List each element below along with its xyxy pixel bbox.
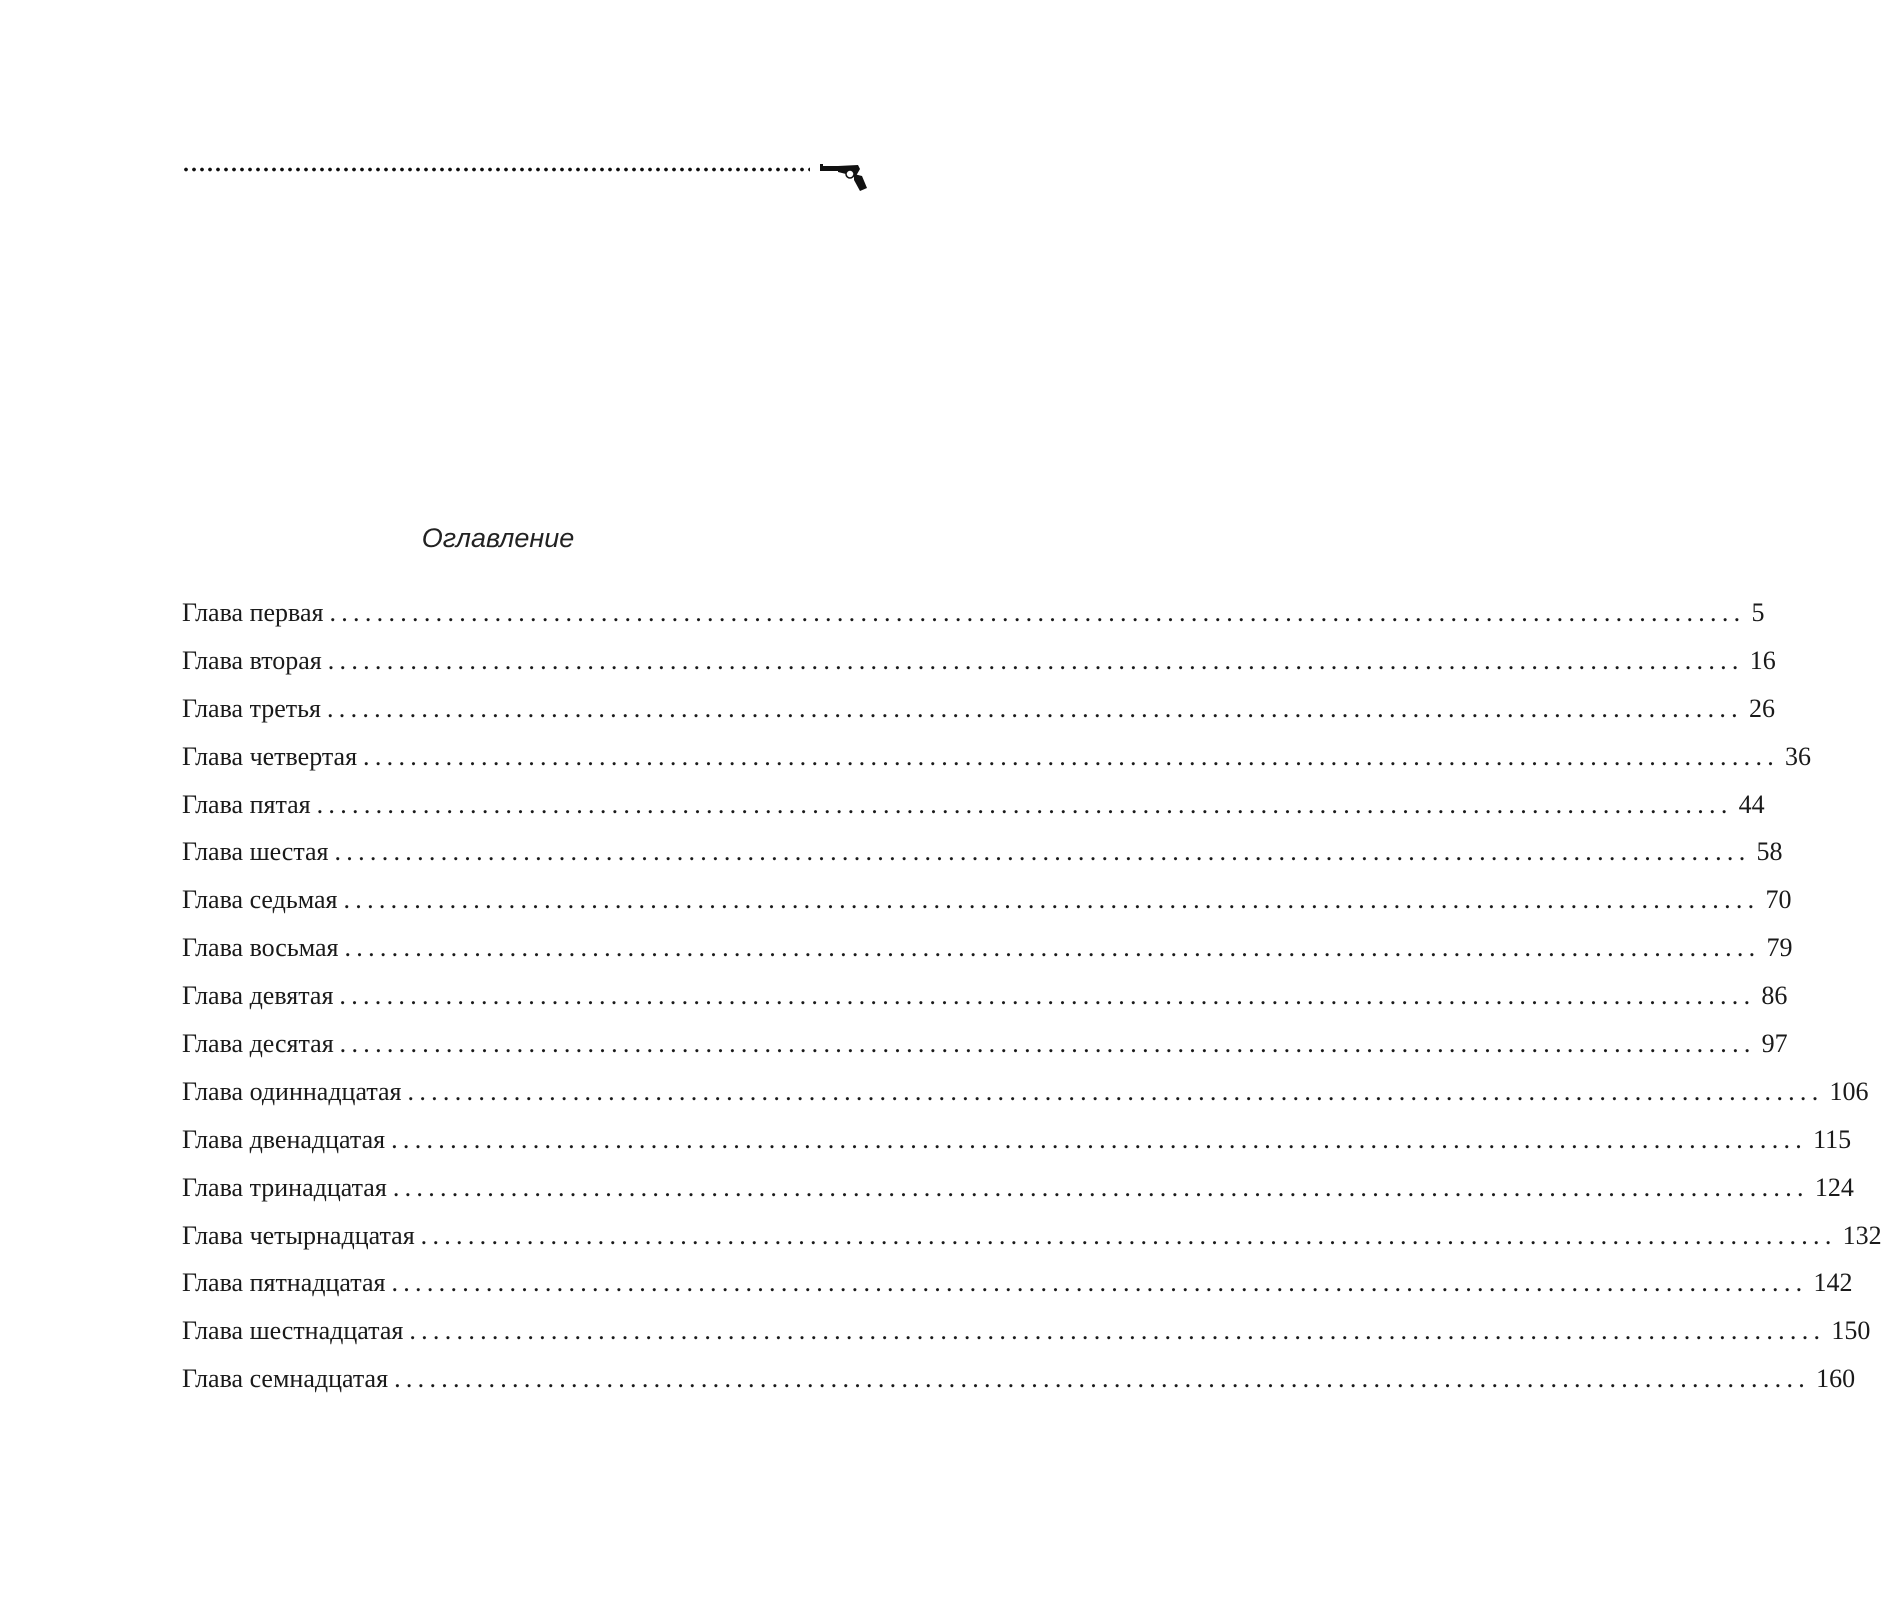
dot-leader: ........................................................................................................................ (329, 598, 1746, 627)
chapter-title: Глава пятнадцатая (182, 1268, 386, 1298)
chapter-title: Глава восьмая (182, 933, 339, 963)
dot-leader: ........................................................................................................................ (334, 837, 1751, 867)
header-dotted-rule (182, 167, 810, 172)
page-number: 132 (1842, 1220, 1882, 1250)
page-number: 5 (1751, 598, 1765, 627)
toc-entry[interactable] (182, 1072, 1869, 1120)
dot-leader: ........................................................................................................................ (420, 1220, 1837, 1250)
toc-entry[interactable] (182, 832, 1783, 880)
page-number: 36 (1785, 741, 1812, 771)
toc-entry[interactable] (182, 1263, 1853, 1311)
chapter-title: Глава пятая (182, 789, 311, 819)
chapter-title: Глава шестнадцатая (182, 1316, 404, 1346)
page-number: 160 (1816, 1364, 1856, 1394)
chapter-title: Глава одиннадцатая (182, 1076, 402, 1106)
dot-leader: ........................................................................................................................ (327, 645, 1744, 675)
page-number: 86 (1761, 981, 1788, 1011)
toc-entry[interactable] (182, 1359, 1856, 1407)
toc-entry[interactable] (182, 880, 1792, 928)
page-number: 97 (1761, 1029, 1788, 1059)
toc-entry[interactable] (182, 641, 1776, 689)
dot-leader: ........................................................................................................................ (339, 981, 1756, 1011)
page-number: 115 (1813, 1124, 1852, 1154)
page-number: 70 (1765, 885, 1792, 915)
chapter-title: Глава четырнадцатая (182, 1220, 415, 1250)
dot-leader: ........................................................................................................................ (339, 1029, 1756, 1059)
toc-entry[interactable] (182, 1168, 1854, 1216)
chapter-title: Глава семнадцатая (182, 1364, 389, 1394)
page-number: 106 (1829, 1076, 1869, 1106)
toc-entry[interactable] (182, 1216, 1882, 1264)
chapter-title: Глава тринадцатая (182, 1172, 387, 1202)
chapter-title: Глава шестая (182, 837, 329, 867)
dot-leader: ........................................................................................................................ (407, 1076, 1824, 1106)
page-number: 79 (1766, 933, 1793, 963)
dot-leader: ........................................................................................................................ (409, 1316, 1826, 1346)
chapter-title: Глава четвертая (182, 741, 358, 771)
page-number: 142 (1813, 1268, 1853, 1298)
chapter-title: Глава первая (182, 598, 324, 627)
chapter-title: Глава седьмая (182, 885, 338, 915)
page-number: 44 (1738, 789, 1765, 819)
dot-leader: ........................................................................................................................ (316, 789, 1733, 819)
toc-entry[interactable] (182, 1311, 1871, 1359)
toc-entry[interactable] (182, 1024, 1788, 1072)
toc-entry[interactable] (182, 737, 1812, 785)
toc-entry[interactable] (182, 1120, 1852, 1168)
table-of-contents (182, 593, 1882, 1407)
dot-leader: ........................................................................................................................ (344, 933, 1761, 963)
chapter-title: Глава вторая (182, 645, 322, 675)
dot-leader: ........................................................................................................................ (391, 1268, 1808, 1298)
toc-entry[interactable] (182, 689, 1775, 737)
chapter-title: Глава третья (182, 693, 321, 723)
toc-entry[interactable] (182, 928, 1793, 976)
toc-entry[interactable] (182, 976, 1788, 1024)
page-number: 16 (1749, 645, 1776, 675)
toc-entry[interactable] (182, 593, 1765, 641)
dot-leader: ........................................................................................................................ (391, 1124, 1808, 1154)
page-number: 26 (1748, 693, 1775, 723)
revolver-icon (820, 160, 868, 196)
dot-leader: ........................................................................................................................ (326, 693, 1743, 723)
toc-entry[interactable] (182, 785, 1765, 833)
dot-leader: ........................................................................................................................ (343, 885, 1760, 915)
page-number: 150 (1831, 1316, 1871, 1346)
page-number: 124 (1814, 1172, 1854, 1202)
chapter-title: Глава двенадцатая (182, 1124, 386, 1154)
chapter-title: Глава десятая (182, 1029, 334, 1059)
dot-leader: ........................................................................................................................ (392, 1172, 1809, 1202)
page-number: 58 (1756, 837, 1783, 867)
dot-leader: ........................................................................................................................ (363, 741, 1780, 771)
dot-leader: ........................................................................................................................ (394, 1364, 1811, 1394)
chapter-title: Глава девятая (182, 981, 334, 1011)
page-title: Оглавление (421, 523, 575, 553)
